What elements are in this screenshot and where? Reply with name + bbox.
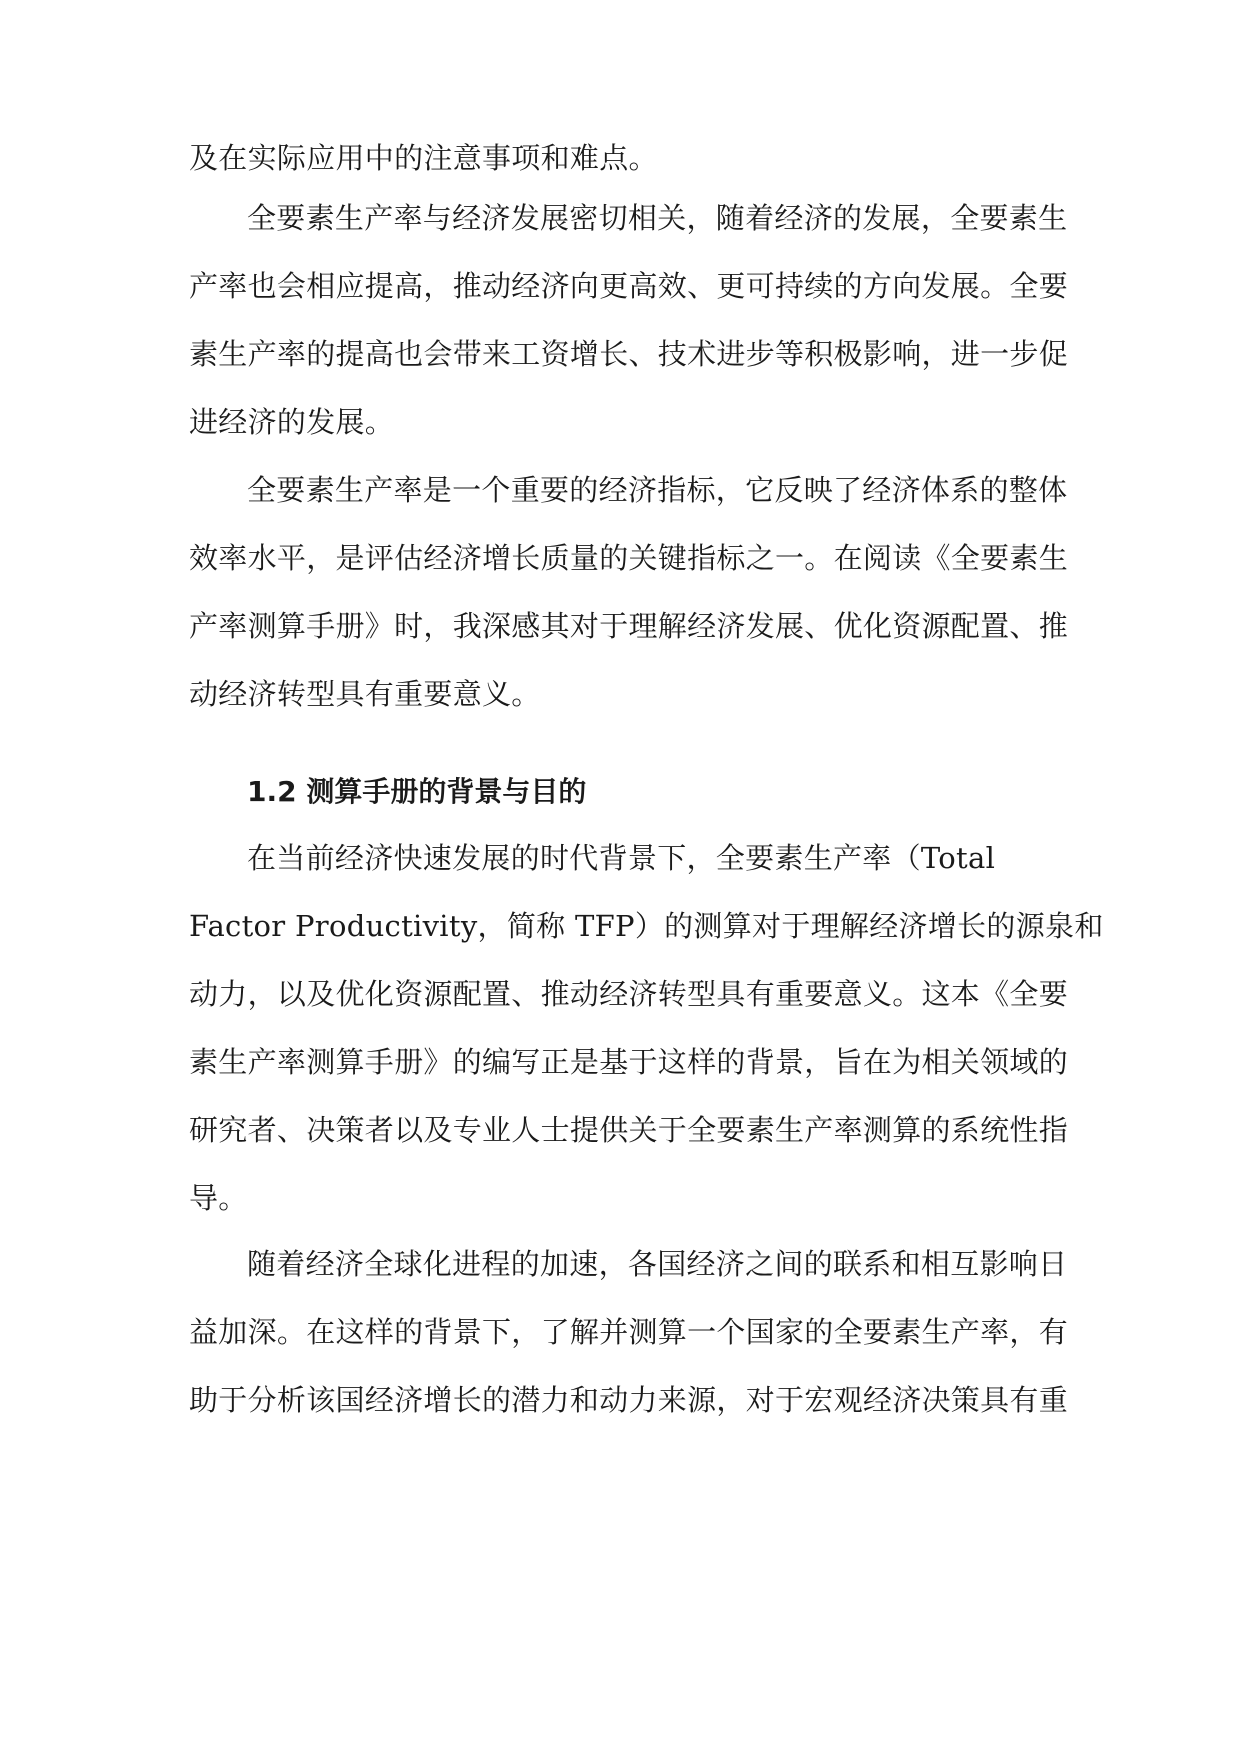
paragraph-line: 助于分析该国经济增长的潜力和动力来源，对于宏观经济决策具有重 <box>189 1383 1069 1417</box>
paragraph-line: 动力，以及优化资源配置、推动经济转型具有重要意义。这本《全要 <box>189 977 1069 1011</box>
paragraph-line: 效率水平，是评估经济增长质量的关键指标之一。在阅读《全要素生 <box>189 541 1069 575</box>
paragraph-line: 动经济转型具有重要意义。 <box>189 677 541 711</box>
paragraph-line: 全要素生产率与经济发展密切相关，随着经济的发展，全要素生 <box>247 201 1068 235</box>
paragraph-line: 随着经济全球化进程的加速，各国经济之间的联系和相互影响日 <box>247 1247 1068 1281</box>
paragraph-line: 产率测算手册》时，我深感其对于理解经济发展、优化资源配置、推 <box>189 609 1069 643</box>
paragraph-line: 研究者、决策者以及专业人士提供关于全要素生产率测算的系统性指 <box>189 1113 1069 1147</box>
paragraph-line: Factor Productivity，简称 TFP）的测算对于理解经济增长的源泉和 <box>189 909 1104 943</box>
paragraph-line: 素生产率测算手册》的编写正是基于这样的背景，旨在为相关领域的 <box>189 1045 1069 1079</box>
paragraph-line: 导。 <box>189 1181 248 1215</box>
paragraph-line: 及在实际应用中的注意事项和难点。 <box>189 141 658 175</box>
paragraph-line: 产率也会相应提高，推动经济向更高效、更可持续的方向发展。全要 <box>189 269 1069 303</box>
section-heading: 1.2 测算手册的背景与目的 <box>247 775 587 808</box>
paragraph-line: 进经济的发展。 <box>189 405 395 439</box>
paragraph-line: 素生产率的提高也会带来工资增长、技术进步等积极影响，进一步促 <box>189 337 1069 371</box>
paragraph-line: 在当前经济快速发展的时代背景下，全要素生产率（Total <box>247 841 996 875</box>
paragraph-line: 全要素生产率是一个重要的经济指标，它反映了经济体系的整体 <box>247 473 1068 507</box>
paragraph-line: 益加深。在这样的背景下，了解并测算一个国家的全要素生产率，有 <box>189 1315 1069 1349</box>
